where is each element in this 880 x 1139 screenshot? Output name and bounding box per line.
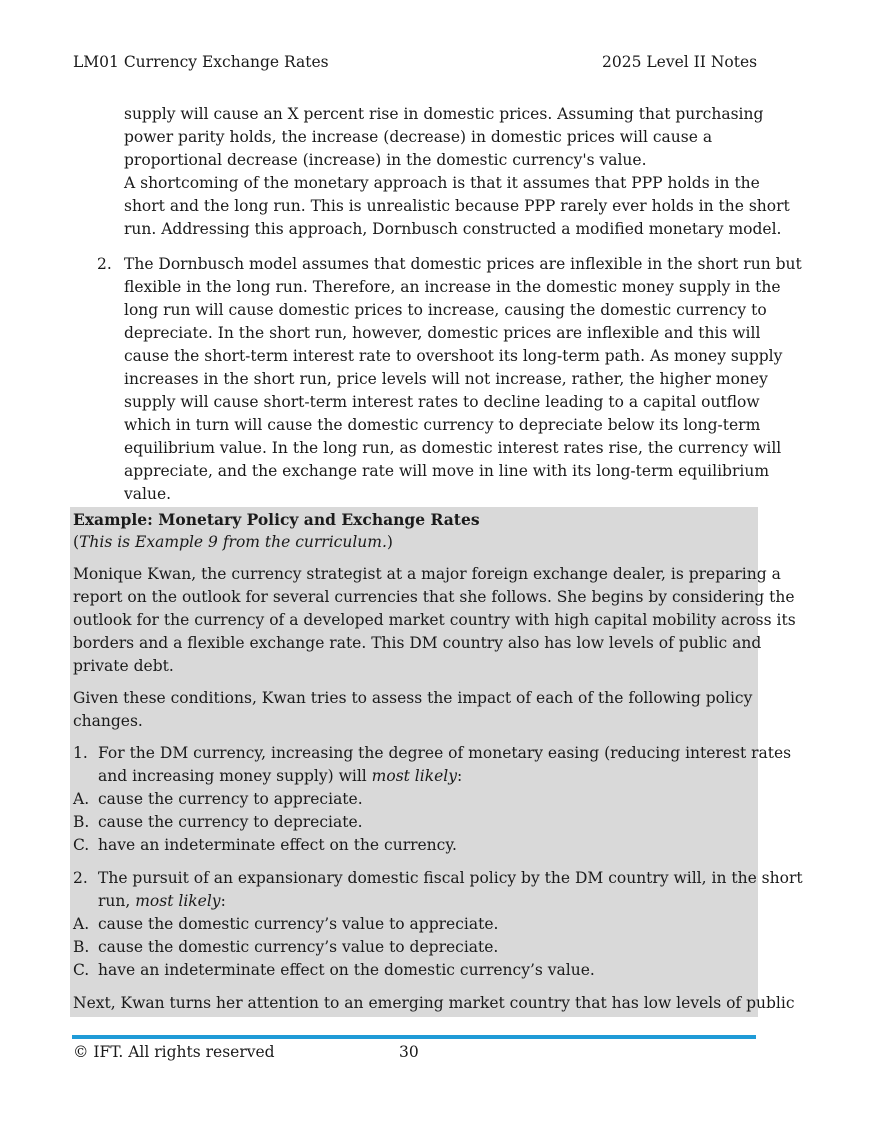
text-line: run. Addressing this approach, Dornbusch constructed a modified monetary model. bbox=[124, 220, 782, 238]
option-letter: B. bbox=[73, 813, 90, 831]
text-line: depreciate. In the short run, however, domestic prices are inflexible and this will bbox=[124, 324, 761, 342]
stem-colon: : bbox=[457, 767, 463, 785]
text-line: short and the long run. This is unrealistic because PPP rarely ever holds in the short bbox=[124, 197, 790, 215]
stem-emphasis: most likely bbox=[371, 767, 458, 785]
option-letter: A. bbox=[73, 790, 90, 808]
paren-close: ) bbox=[386, 533, 393, 551]
stem-colon: : bbox=[220, 892, 226, 910]
list-item-number: 2. bbox=[97, 255, 112, 273]
text-line: borders and a flexible exchange rate. This DM country also has low levels of public and bbox=[73, 634, 762, 652]
text-line: The Dornbusch model assumes that domestic prices are inflexible in the short run but bbox=[124, 255, 802, 273]
option-text: have an indeterminate effect on the domestic currency’s value. bbox=[98, 961, 595, 979]
header-edition: 2025 Level II Notes bbox=[602, 53, 758, 71]
option-letter: C. bbox=[73, 961, 90, 979]
text-line: changes. bbox=[73, 712, 143, 730]
example-source-text: This is Example 9 from the curriculum. bbox=[79, 533, 387, 551]
example-source bbox=[73, 531, 393, 554]
text-line: flexible in the long run. Therefore, an increase in the domestic money supply in the bbox=[124, 278, 781, 296]
footer-rule bbox=[72, 1035, 756, 1039]
text-line: outlook for the currency of a developed market country with high capital mobility across its bbox=[73, 611, 796, 629]
text-line: The pursuit of an expansionary domestic fiscal policy by the DM country will, in the short bbox=[98, 869, 803, 887]
text-line: cause the short-term interest rate to overshoot its long-term path. As money supply bbox=[124, 347, 783, 365]
option-letter: B. bbox=[73, 938, 90, 956]
question-number: 2. bbox=[73, 869, 88, 887]
text-line: For the DM currency, increasing the degree of monetary easing (reducing interest rates bbox=[98, 744, 792, 762]
text-line: Next, Kwan turns her attention to an emerging market country that has low levels of public bbox=[73, 994, 795, 1012]
text-line: report on the outlook for several currencies that she follows. She begins by considering the bbox=[73, 588, 795, 606]
text-line: long run will cause domestic prices to increase, causing the domestic currency to bbox=[124, 301, 767, 319]
paren-open: ( bbox=[73, 533, 80, 551]
text-line: proportional decrease (increase) in the domestic currency's value. bbox=[124, 151, 647, 169]
stem-emphasis: most likely bbox=[135, 892, 221, 910]
text-line: private debt. bbox=[73, 657, 174, 675]
option-text: cause the currency to depreciate. bbox=[98, 813, 363, 831]
stem-text: run, bbox=[98, 892, 136, 910]
footer-copyright: © IFT. All rights reserved bbox=[73, 1043, 275, 1061]
example-box bbox=[70, 507, 803, 1017]
text-line: Monique Kwan, the currency strategist at a major foreign exchange dealer, is preparing a bbox=[73, 565, 781, 583]
stem-text: and increasing money supply) will bbox=[98, 767, 372, 785]
option-letter: C. bbox=[73, 836, 90, 854]
page-number: 30 bbox=[399, 1043, 419, 1061]
option-text: cause the domestic currency’s value to depreciate. bbox=[98, 938, 499, 956]
option-text: cause the currency to appreciate. bbox=[98, 790, 363, 808]
text-line bbox=[98, 765, 462, 788]
text-line: increases in the short run, price levels will not increase, rather, the higher money bbox=[124, 370, 768, 388]
text-line: equilibrium value. In the long run, as domestic interest rates rise, the currency will bbox=[124, 439, 782, 457]
text-line: supply will cause an X percent rise in domestic prices. Assuming that purchasing bbox=[124, 105, 764, 123]
question-number: 1. bbox=[73, 744, 88, 762]
option-text: have an indeterminate effect on the currency. bbox=[98, 836, 457, 854]
header-doc-title: LM01 Currency Exchange Rates bbox=[73, 53, 329, 71]
option-text: cause the domestic currency’s value to appreciate. bbox=[98, 915, 499, 933]
text-line: A shortcoming of the monetary approach is that it assumes that PPP holds in the bbox=[124, 174, 760, 192]
option-letter: A. bbox=[73, 915, 90, 933]
text-line: supply will cause short-term interest rates to decline leading to a capital outflow bbox=[124, 393, 760, 411]
text-line: power parity holds, the increase (decrease) in domestic prices will cause a bbox=[124, 128, 713, 146]
example-title: Example: Monetary Policy and Exchange Rates bbox=[73, 510, 480, 529]
text-line bbox=[98, 890, 226, 913]
text-line: which in turn will cause the domestic currency to depreciate below its long-term bbox=[124, 416, 761, 434]
text-line: appreciate, and the exchange rate will move in line with its long-term equilibrium bbox=[124, 462, 770, 480]
text-line: value. bbox=[124, 485, 172, 503]
text-line: Given these conditions, Kwan tries to assess the impact of each of the following policy bbox=[73, 689, 753, 707]
